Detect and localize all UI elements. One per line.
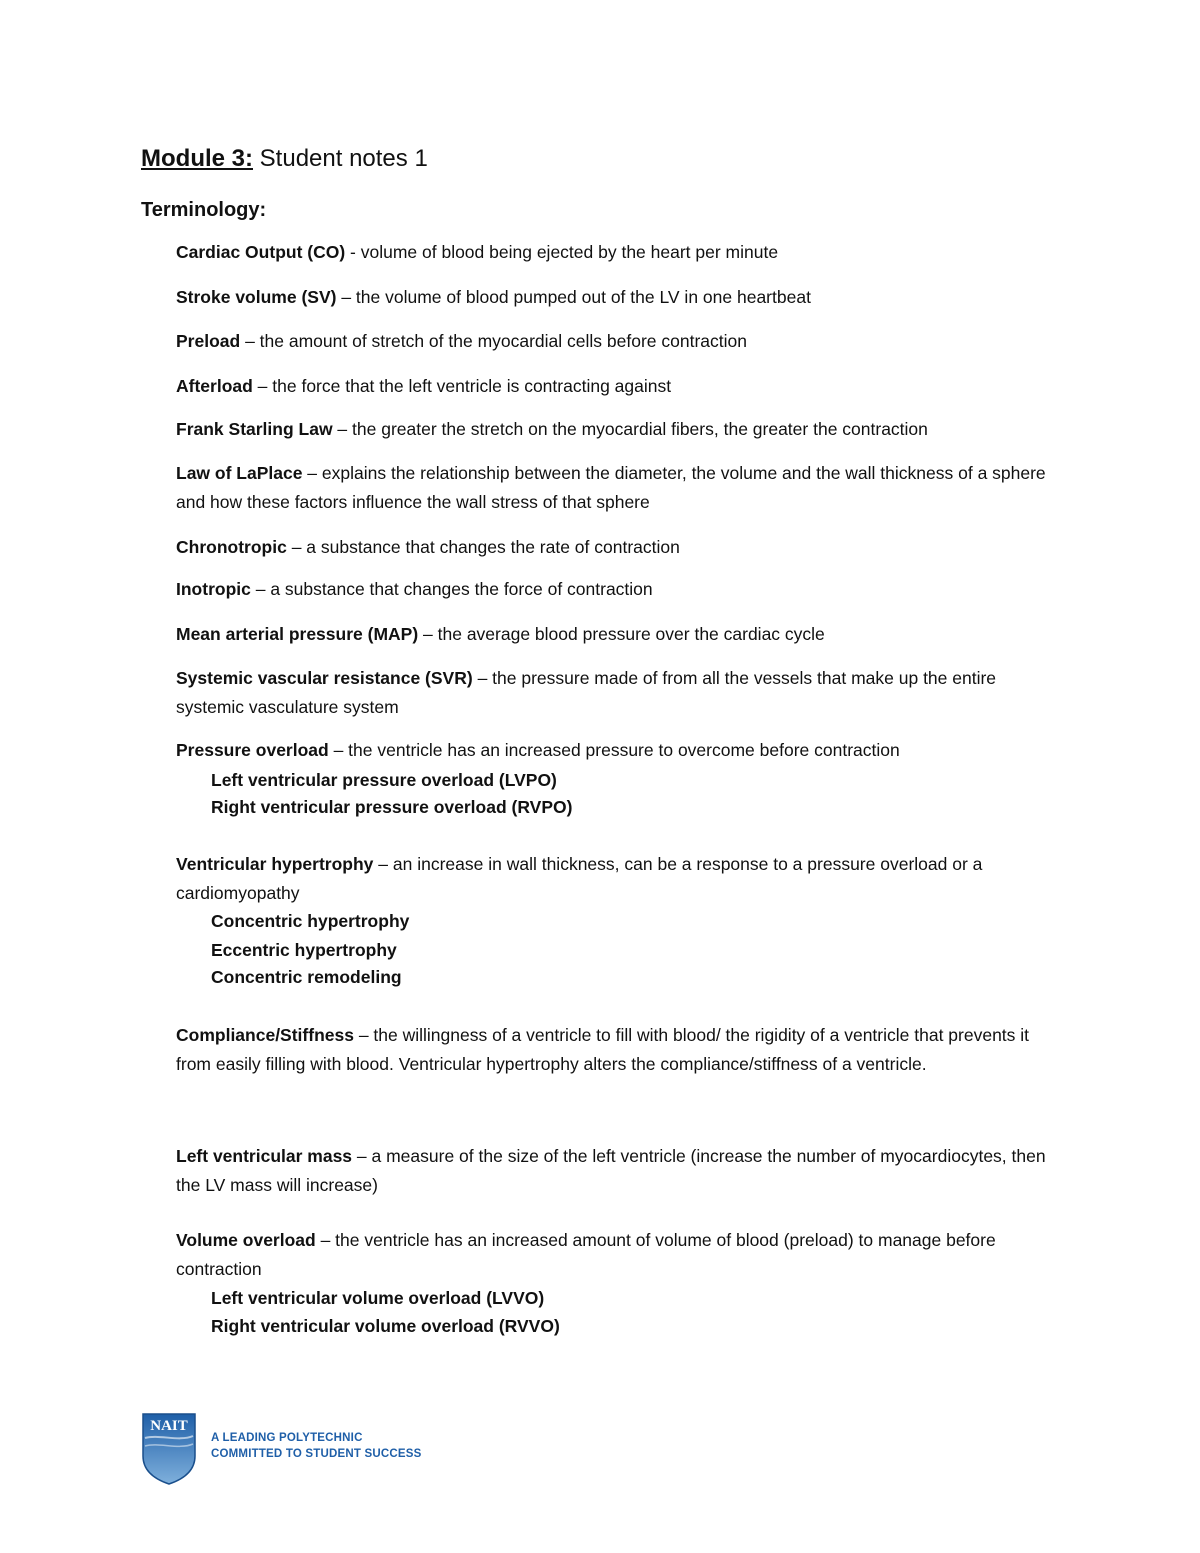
term-entry — [176, 664, 1066, 722]
sub-item: Left ventricular volume overload (LVVO) — [211, 1288, 545, 1308]
sub-item: Concentric remodeling — [211, 967, 402, 987]
term-name: Pressure overload — [176, 740, 329, 760]
term-entry — [176, 533, 1066, 562]
term-name: Systemic vascular resistance (SVR) — [176, 668, 473, 688]
term-entry — [176, 283, 1066, 312]
term-entry — [176, 372, 1066, 401]
term-name: Left ventricular mass — [176, 1146, 353, 1166]
term-entry — [176, 415, 1066, 444]
term-entry — [176, 850, 1066, 908]
term-name: Frank Starling Law — [176, 419, 333, 439]
term-name: Afterload — [176, 376, 253, 396]
tagline-line-2: COMMITTED TO STUDENT SUCCESS — [211, 1448, 422, 1460]
section-heading: Terminology: — [141, 199, 267, 221]
footer-tagline — [211, 1430, 421, 1462]
term-definition: – the pressure made of from all the vessels that make up the entire systemic vasculature system — [176, 668, 997, 717]
term-definition: – the ventricle has an increased pressure to overcome before contraction — [328, 740, 900, 760]
term-name: Volume overload — [176, 1230, 316, 1250]
term-entry — [176, 575, 1066, 604]
page-title — [141, 144, 428, 174]
sub-item: Left ventricular pressure overload (LVPO) — [211, 770, 557, 790]
term-entry — [176, 1021, 1066, 1079]
term-definition: – an increase in wall thickness, can be a response to a pressure overload or a cardiomyopathy — [176, 854, 983, 903]
tagline-line-1: A LEADING POLYTECHNIC — [211, 1432, 363, 1444]
term-entry — [176, 620, 1066, 649]
term-definition: – the ventricle has an increased amount of volume of blood (preload) to manage before contraction — [176, 1230, 996, 1279]
term-definition: – the average blood pressure over the cardiac cycle — [418, 624, 825, 644]
footer-logo — [141, 1412, 441, 1486]
term-name: Law of LaPlace — [176, 463, 303, 483]
term-definition: – the volume of blood pumped out of the LV in one heartbeat — [336, 287, 811, 307]
term-name: Stroke volume (SV) — [176, 287, 337, 307]
term-name: Ventricular hypertrophy — [176, 854, 374, 874]
term-definition: – the force that the left ventricle is contracting against — [252, 376, 672, 396]
term-definition: – a substance that changes the rate of contraction — [286, 537, 680, 557]
term-definition: - volume of blood being ejected by the heart per minute — [345, 242, 779, 262]
sub-item: Eccentric hypertrophy — [211, 940, 397, 960]
term-name: Chronotropic — [176, 537, 287, 557]
term-definition: – a substance that changes the force of contraction — [250, 579, 653, 599]
term-entry — [176, 736, 1066, 765]
term-definition: – explains the relationship between the diameter, the volume and the wall thickness of a sphere and how these factors influence the wall stress of that sphere — [176, 463, 1046, 512]
term-definition: – the greater the stretch on the myocardial fibers, the greater the contraction — [332, 419, 928, 439]
term-name: Mean arterial pressure (MAP) — [176, 624, 419, 644]
term-entry — [176, 1226, 1066, 1284]
nait-logo-text: NAIT — [150, 1418, 188, 1434]
term-entry — [176, 327, 1066, 356]
module-label: Module 3: — [141, 145, 253, 172]
term-name: Cardiac Output (CO) — [176, 242, 346, 262]
sub-item: Right ventricular pressure overload (RVPO) — [211, 797, 573, 817]
term-name: Preload — [176, 331, 241, 351]
term-name: Inotropic — [176, 579, 251, 599]
term-entry — [176, 459, 1066, 517]
title-text: Student notes 1 — [253, 145, 428, 172]
sub-item: Concentric hypertrophy — [211, 911, 410, 931]
sub-item: Right ventricular volume overload (RVVO) — [211, 1316, 560, 1336]
term-entry — [176, 238, 1066, 267]
term-definition: – a measure of the size of the left ventricle (increase the number of myocardiocytes, then the LV mass will increase) — [176, 1146, 1046, 1195]
term-name: Compliance/Stiffness — [176, 1025, 354, 1045]
term-entry — [176, 1142, 1066, 1200]
nait-shield-icon — [141, 1412, 197, 1486]
term-definition: – the willingness of a ventricle to fill with blood/ the rigidity of a ventricle that prevents it from easily filling with blood. Ventricular hypertrophy alters the compliance/stiffness of a ventricle. — [176, 1025, 1030, 1074]
term-definition: – the amount of stretch of the myocardial cells before contraction — [240, 331, 747, 351]
